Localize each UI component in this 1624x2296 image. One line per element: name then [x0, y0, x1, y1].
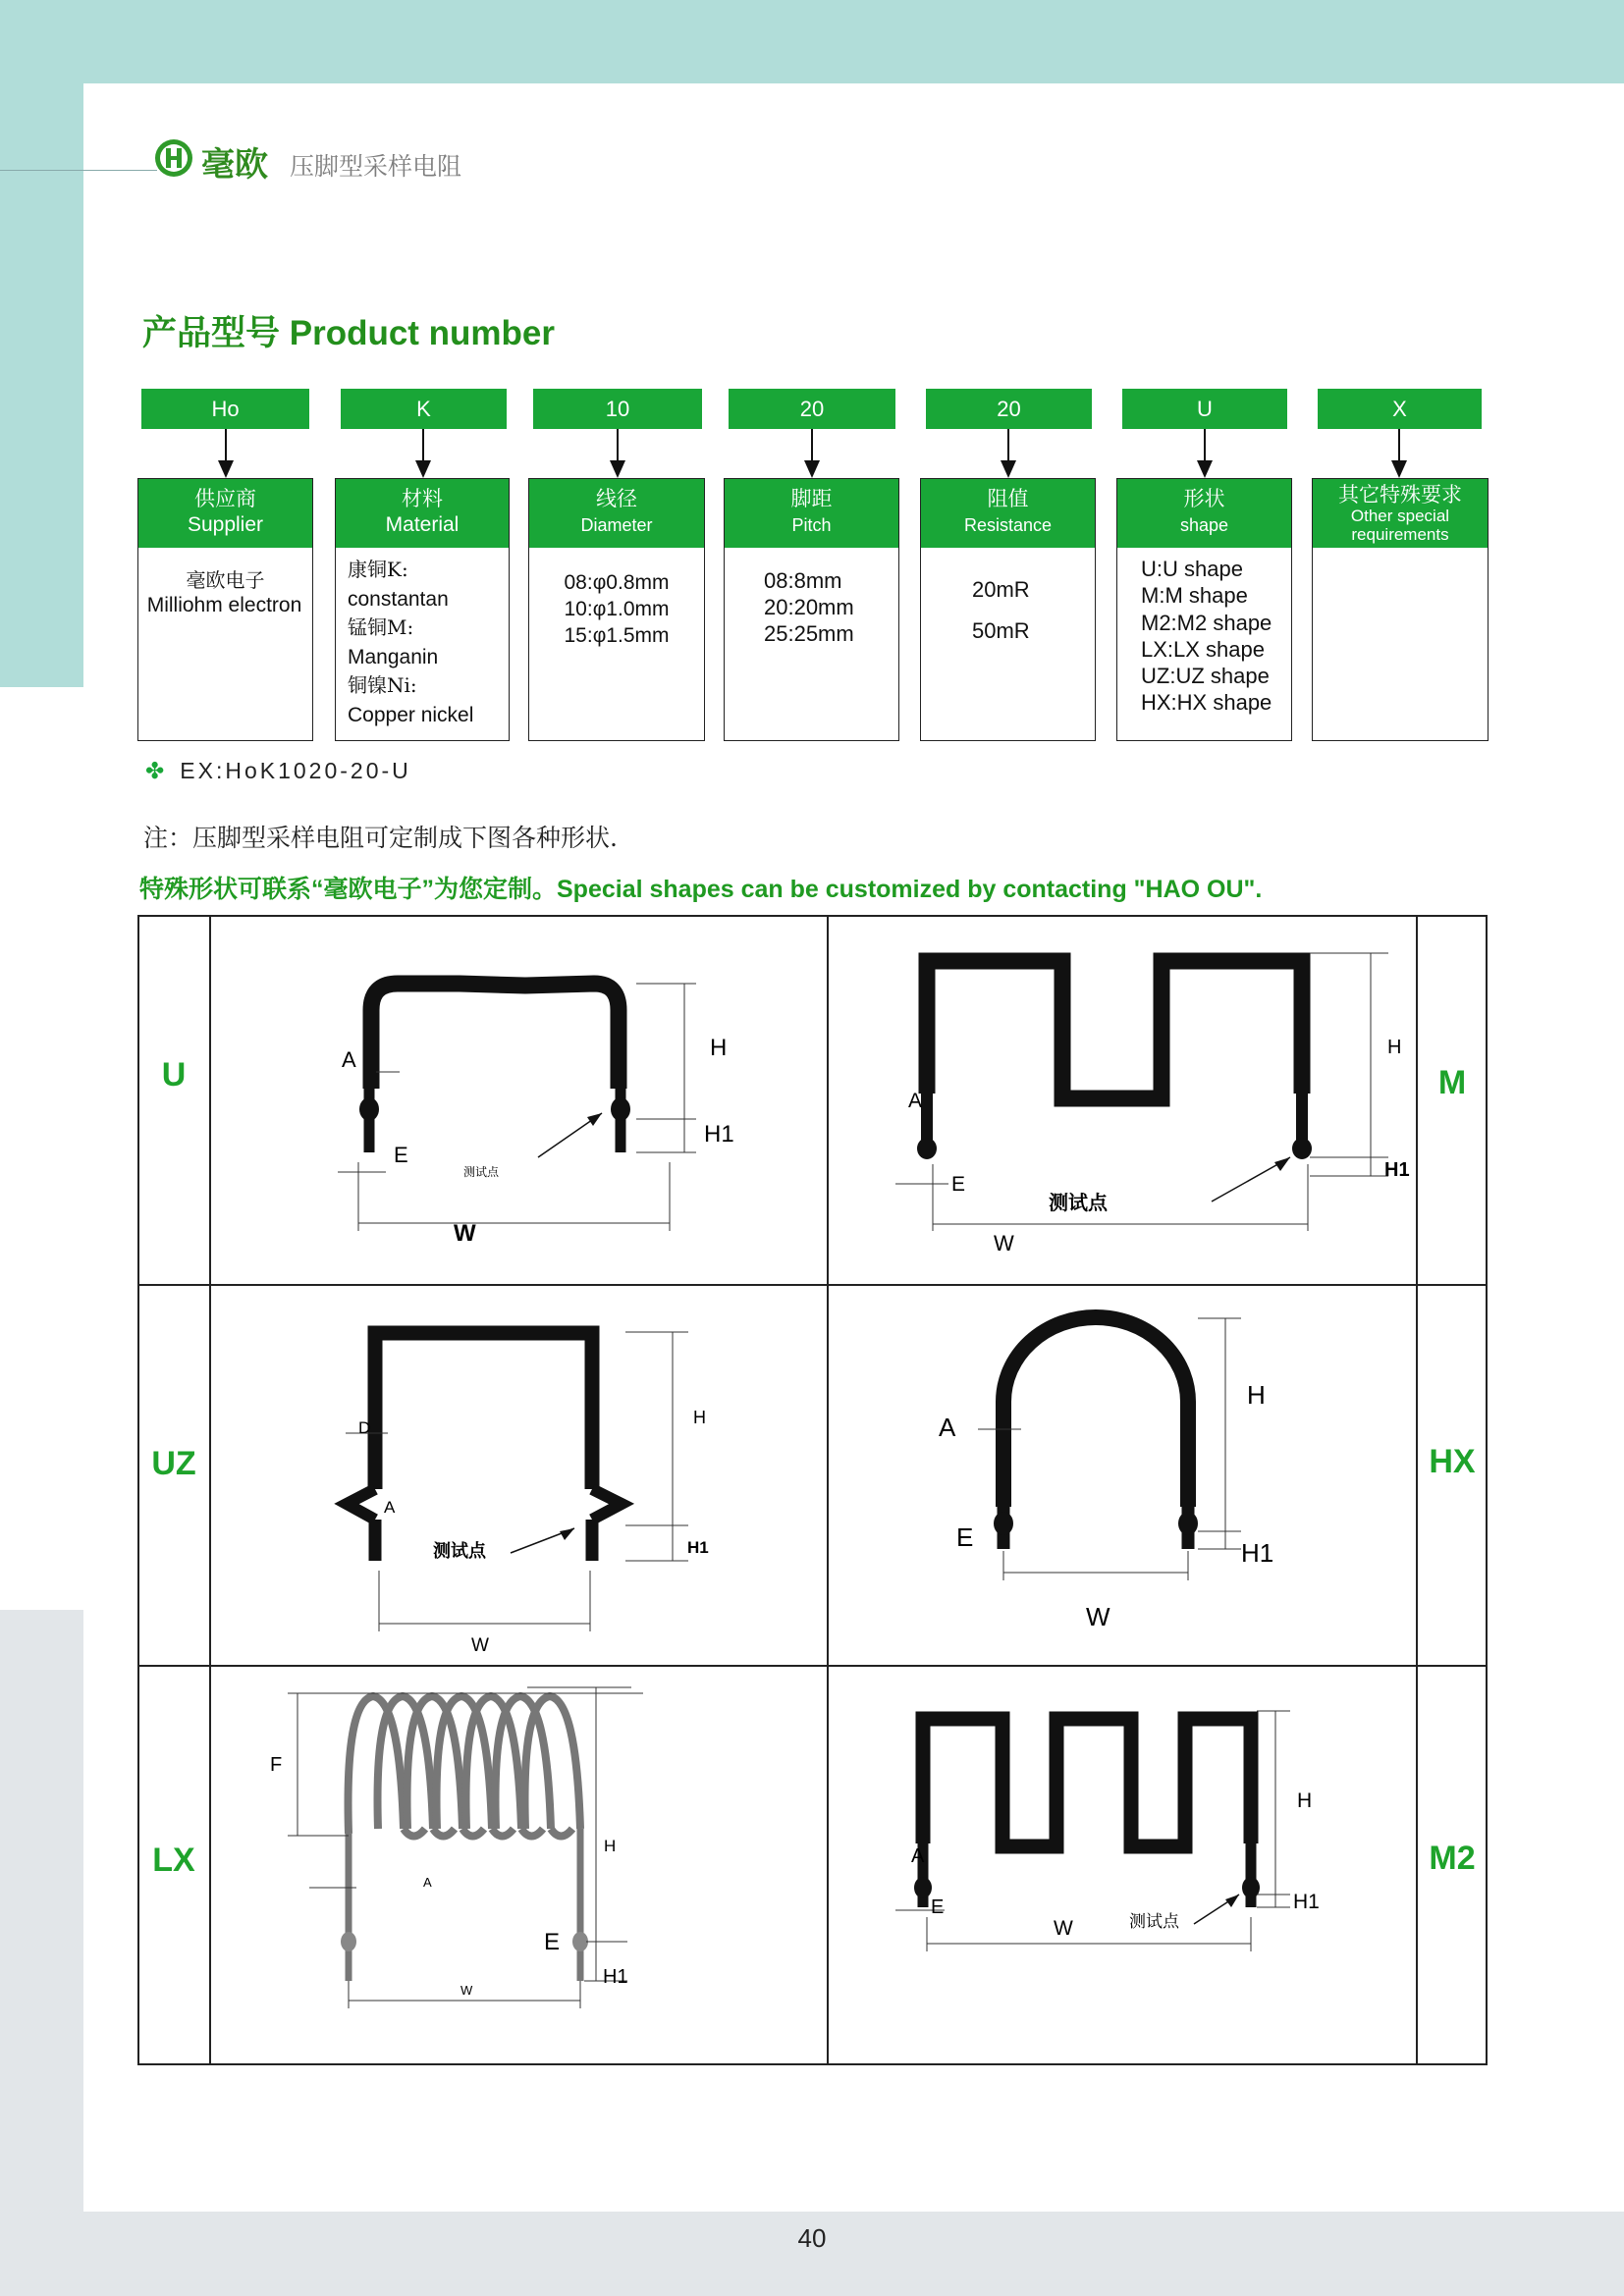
svg-text:W: W: [460, 1983, 473, 1998]
svg-text:H: H: [710, 1035, 728, 1061]
code-pitch: 20: [729, 389, 895, 429]
arrow-down-icon: [1195, 429, 1215, 478]
svg-text:W: W: [471, 1635, 489, 1656]
svg-text:W: W: [994, 1231, 1014, 1255]
top-band: [0, 0, 1624, 83]
field-material: 材料 Material 康铜K: constantan 锰铜M: Manganin 铜镍Ni: Copper nickel: [335, 478, 510, 741]
svg-text:A: A: [423, 1875, 432, 1890]
svg-text:H1: H1: [687, 1538, 709, 1557]
arrow-down-icon: [413, 429, 433, 478]
note-text: 注：压脚型采样电阻可定制成下图各种形状.: [143, 824, 618, 852]
svg-text:H1: H1: [1241, 1538, 1274, 1568]
arrow-down-icon: [1389, 429, 1409, 478]
page-number: 40: [797, 2223, 827, 2253]
uz-shape-diagram: [211, 1286, 826, 1665]
shape-label-u: U: [161, 1056, 187, 1094]
svg-text:测试点: 测试点: [463, 1165, 500, 1179]
field-supplier: 供应商 Supplier 毫欧电子 Milliohm electron: [137, 478, 313, 741]
svg-text:E: E: [394, 1143, 408, 1167]
brand-name: 毫欧: [201, 146, 268, 184]
svg-text:E: E: [951, 1173, 966, 1196]
svg-text:H1: H1: [603, 1966, 628, 1988]
u-shape-diagram: [211, 917, 826, 1284]
svg-text:H1: H1: [1293, 1891, 1320, 1913]
svg-text:H: H: [604, 1837, 617, 1855]
svg-text:E: E: [956, 1522, 974, 1552]
code-diameter: 10: [533, 389, 702, 429]
logo-icon: [153, 137, 194, 179]
field-diameter: 线径 Diameter 08:φ0.8mm 10:φ1.0mm 15:φ1.5mm: [528, 478, 705, 741]
code-resistance: 20: [926, 389, 1092, 429]
header-rule: [0, 170, 157, 171]
shape-label-uz: UZ: [151, 1445, 196, 1482]
arrow-down-icon: [608, 429, 627, 478]
svg-text:A: A: [908, 1090, 923, 1112]
svg-text:H: H: [693, 1408, 706, 1427]
header-subtitle: 压脚型采样电阻: [290, 153, 462, 181]
svg-text:D: D: [358, 1418, 371, 1437]
svg-text:E: E: [931, 1896, 945, 1918]
svg-text:E: E: [544, 1929, 561, 1955]
svg-text:H: H: [1387, 1037, 1402, 1058]
code-supplier: Ho: [141, 389, 309, 429]
svg-text:A: A: [939, 1413, 956, 1442]
svg-text:H1: H1: [1384, 1159, 1410, 1181]
example-code: ✤ EX:HoK1020-20-U: [145, 758, 411, 783]
arrow-down-icon: [999, 429, 1018, 478]
svg-text:测试点: 测试点: [433, 1541, 486, 1561]
svg-text:H1: H1: [704, 1121, 734, 1148]
code-shape: U: [1122, 389, 1287, 429]
svg-text:A: A: [911, 1845, 925, 1867]
page-title: 产品型号 Product number: [142, 314, 556, 352]
hx-shape-diagram: [829, 1286, 1416, 1665]
svg-text:A: A: [342, 1047, 356, 1072]
m-shape-diagram: [829, 917, 1416, 1284]
shapes-table: [137, 915, 1488, 2065]
shape-label-lx: LX: [152, 1842, 195, 1879]
lx-shape-diagram: [211, 1667, 826, 2063]
left-band-bottom: [0, 1610, 83, 2296]
field-other: 其它特殊要求 Other special requirements: [1312, 478, 1489, 741]
code-other: X: [1318, 389, 1482, 429]
arrow-down-icon: [216, 429, 236, 478]
shape-label-m2: M2: [1429, 1840, 1476, 1877]
field-pitch: 脚距 Pitch 08:8mm 20:20mm 25:25mm: [724, 478, 899, 741]
svg-text:测试点: 测试点: [1049, 1193, 1108, 1214]
svg-text:H: H: [1247, 1380, 1266, 1410]
arrow-down-icon: [802, 429, 822, 478]
field-resistance: 阻值 Resistance 20mR 50mR: [920, 478, 1096, 741]
clover-icon: ✤: [145, 758, 165, 783]
shape-label-hx: HX: [1429, 1443, 1476, 1480]
field-shape: 形状 shape U:U shape M:M shape M2:M2 shape LX:LX shape UZ:UZ shape HX:HX shape: [1116, 478, 1292, 741]
left-band-top: [0, 83, 83, 687]
svg-text:A: A: [384, 1498, 396, 1517]
special-shapes-text: 特殊形状可联系“毫欧电子”为您定制。Special shapes can be customized by contacting "HAO OU".: [139, 876, 1263, 903]
svg-text:W: W: [1054, 1917, 1073, 1940]
svg-text:W: W: [1086, 1602, 1110, 1631]
code-material: K: [341, 389, 507, 429]
svg-text:H: H: [1297, 1789, 1313, 1812]
svg-text:F: F: [270, 1754, 283, 1776]
svg-text:测试点: 测试点: [1129, 1912, 1179, 1931]
shape-label-m: M: [1437, 1064, 1467, 1101]
svg-text:W: W: [454, 1220, 476, 1247]
m2-shape-diagram: [829, 1667, 1416, 2063]
